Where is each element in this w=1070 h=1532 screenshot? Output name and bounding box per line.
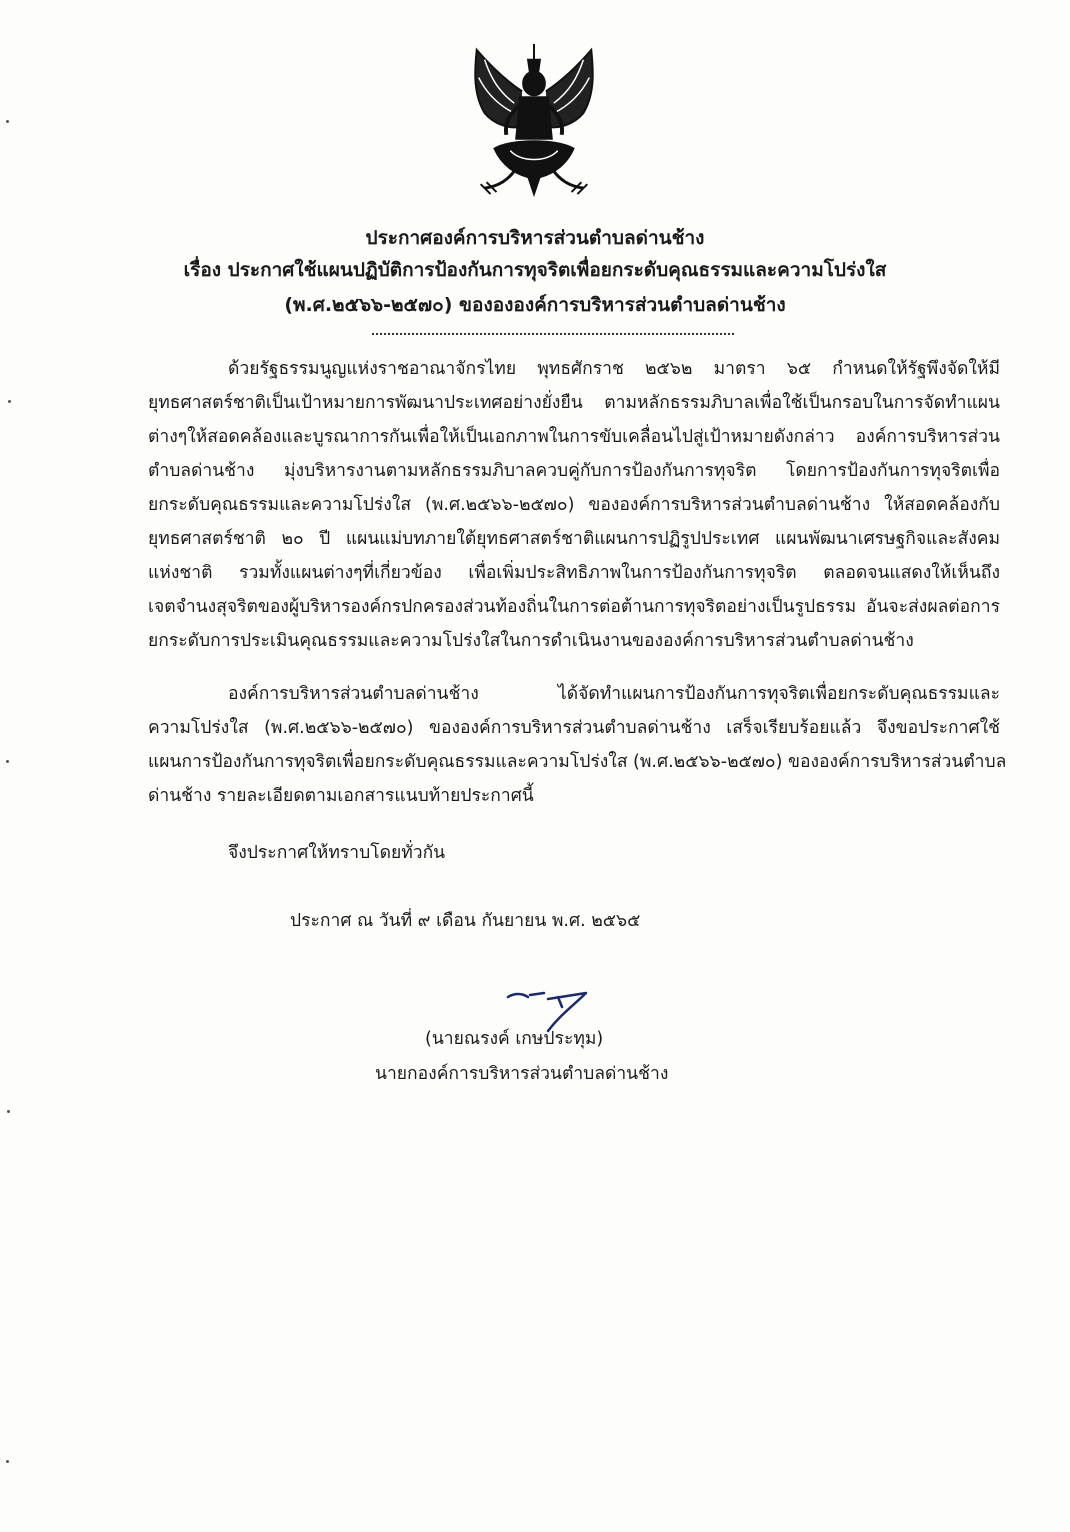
paragraph1-line: ยกระดับการประเมินคุณธรรมและความโปร่งใสในการดำเนินงานขององค์การบริหารส่วนตำบลด่านช้าง: [148, 631, 914, 651]
paragraph1-line: เจตจำนงสุจริตของผู้บริหารองค์กรปกครองส่วนท้องถิ่นในการต่อต้านการทุจริตอย่างเป็นรูปธรรม อันจะส่งผลต่อการ: [148, 597, 1000, 617]
paragraph1-line: ต่างๆให้สอดคล้องและบูรณาการกันเพื่อให้เป็นเอกภาพในการขับเคลื่อนไปสู่เป้าหมายดังกล่าว องค์การบริหารส่วน: [148, 427, 1000, 447]
paragraph2-line: ด่านช้าง รายละเอียดตามเอกสารแนบท้ายประกาศนี้: [148, 786, 534, 806]
announcement-date: ประกาศ ณ วันที่ ๙ เดือน กันยายน พ.ศ. ๒๕๖๕: [290, 911, 641, 931]
dotted-separator: [372, 333, 734, 335]
scan-mark: [6, 760, 9, 763]
garuda-emblem-icon: [455, 40, 613, 198]
signer-title: นายกองค์การบริหารส่วนตำบลด่านช้าง: [375, 1064, 669, 1084]
scan-mark: [6, 1460, 9, 1463]
closing-statement: จึงประกาศให้ทราบโดยทั่วกัน: [228, 843, 446, 863]
paragraph2-line: องค์การบริหารส่วนตำบลด่านช้าง ได้จัดทำแผนการป้องกันการทุจริตเพื่อยกระดับคุณธรรมและ: [228, 684, 1000, 704]
signer-name: (นายณรงค์ เกษประทุม): [425, 1029, 604, 1049]
paragraph1-line: ด้วยรัฐธรรมนูญแห่งราชอาณาจักรไทย พุทธศักราช ๒๕๖๒ มาตรา ๖๕ กำหนดให้รัฐพึงจัดให้มี: [228, 359, 1000, 379]
paragraph1-line: ตำบลด่านช้าง มุ่งบริหารงานตามหลักธรรมภิบาลควบคู่กับการป้องกันการทุจริต โดยการป้องกันการทุจริตเพื่อ: [148, 461, 1000, 481]
paragraph1-line: ยุทธศาสตร์ชาติเป็นเป้าหมายการพัฒนาประเทศอย่างยั่งยืน ตามหลักธรรมภิบาลเพื่อใช้เป็นกรอบในการจัดทำแผน: [148, 393, 1000, 413]
paragraph1-line: ยุทธศาสตร์ชาติ ๒๐ ปี แผนแม่บทภายใต้ยุทธศาสตร์ชาติแผนการปฏิรูปประเทศ แผนพัฒนาเศรษฐกิจและสังคม: [148, 529, 1000, 549]
document-subject: เรื่อง ประกาศใช้แผนปฏิบัติการป้องกันการทุจริตเพื่อยกระดับคุณธรรมและความโปร่งใส: [183, 259, 887, 281]
paragraph2-line: แผนการป้องกันการทุจริตเพื่อยกระดับคุณธรรมและความโปร่งใส (พ.ศ.๒๕๖๖-๒๕๗๐) ขององค์การบริหารส่วนตำบล: [148, 752, 1007, 772]
paragraph1-line: แห่งชาติ รวมทั้งแผนต่างๆที่เกี่ยวข้อง เพื่อเพิ่มประสิทธิภาพในการป้องกันการทุจริต ตลอดจนแสดงให้เห็นถึง: [148, 563, 1000, 583]
scan-mark: [7, 1110, 10, 1113]
paragraph2-line: ความโปร่งใส (พ.ศ.๒๕๖๖-๒๕๗๐) ขององค์การบริหารส่วนตำบลด่านช้าง เสร็จเรียบร้อยแล้ว จึงขอประกาศใช้: [148, 718, 1000, 738]
scan-mark: [8, 400, 11, 403]
scan-mark: [6, 120, 9, 123]
document-subject-line2: (พ.ศ.๒๕๖๖-๒๕๗๐) ของององค์การบริหารส่วนตำบลด่านช้าง: [284, 294, 786, 316]
paragraph1-line: ยกระดับคุณธรรมและความโปร่งใส (พ.ศ.๒๕๖๖-๒๕๗๐) ขององค์การบริหารส่วนตำบลด่านช้าง ให้สอดคล้องกับ: [148, 495, 1000, 515]
document-title: ประกาศองค์การบริหารส่วนตำบลด่านช้าง: [365, 227, 705, 249]
